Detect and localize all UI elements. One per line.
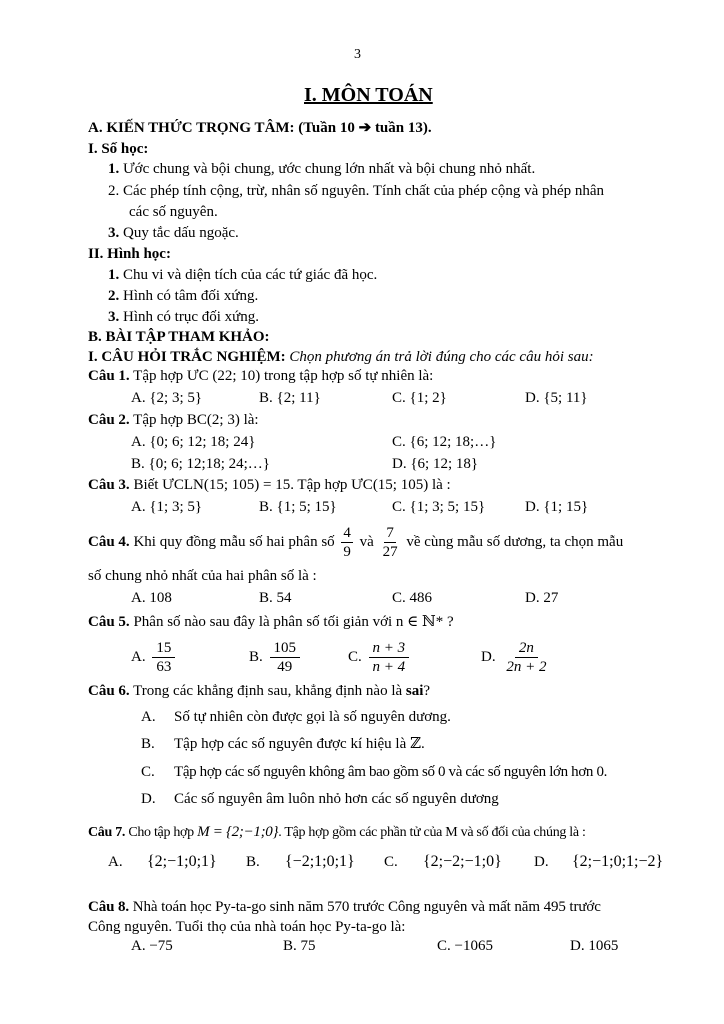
arithmetic-item-2-continued: các số nguyên. bbox=[129, 204, 218, 220]
arithmetic-item-3: 3. Quy tắc dấu ngoặc. bbox=[108, 225, 239, 241]
arithmetic-item-2: 2. Các phép tính cộng, trừ, nhân số nguyên. Tính chất của phép cộng và phép nhân bbox=[108, 183, 605, 199]
q7-option-d-set: {2;−1;0;1;−2} bbox=[572, 853, 664, 870]
q7-option-b-letter: B. bbox=[246, 854, 260, 870]
question-8-continued: Công nguyên. Tuổi thọ của nhà toán học Py-ta-go là: bbox=[88, 919, 406, 935]
q6-option-c-letter: C. bbox=[141, 764, 155, 780]
question-1: Câu 1. Tập hợp ƯC (22; 10) trong tập hợp số tự nhiên là: bbox=[88, 368, 434, 384]
q3-option-c: C. {1; 3; 5; 15} bbox=[392, 499, 486, 515]
question-5: Câu 5. Phân số nào sau đây là phân số tối giản với n ∈ ℕ* ? bbox=[88, 614, 454, 630]
q2-option-b: B. {0; 6; 12;18; 24;…} bbox=[131, 456, 270, 472]
geometry-item-1: 1. Chu vi và diện tích của các tứ giác đã học. bbox=[108, 267, 378, 283]
q6-option-a-letter: A. bbox=[141, 709, 156, 725]
geometry-item-3: 3. Hình có trục đối xứng. bbox=[108, 309, 260, 325]
q3-option-b: B. {1; 5; 15} bbox=[259, 499, 337, 515]
q6-option-b-letter: B. bbox=[141, 736, 155, 752]
q1-option-d: D. {5; 11} bbox=[525, 390, 588, 406]
q3-option-a: A. {1; 3; 5} bbox=[131, 499, 203, 515]
q7-option-a-letter: A. bbox=[108, 854, 123, 870]
q7-option-d-letter: D. bbox=[534, 854, 549, 870]
q5-option-c: C. $\frac{n + 3}{n + 4}$ bbox=[348, 638, 412, 676]
fraction-4-9: $\frac{4}{9}$ bbox=[343, 525, 351, 561]
q8-option-b: B. 75 bbox=[283, 938, 316, 954]
q4-option-b: B. 54 bbox=[259, 590, 292, 606]
arrow-right-icon: ➔ bbox=[358, 120, 372, 136]
arithmetic-heading: I. Số học: bbox=[88, 141, 149, 157]
question-8: Câu 8. Nhà toán học Py-ta-go sinh năm 570 trước Công nguyên và mất năm 495 trước bbox=[88, 899, 601, 915]
q7-option-b-set: {−2;1;0;1} bbox=[285, 853, 355, 870]
fraction-7-27: $\frac{7}{27}$ bbox=[382, 525, 398, 561]
question-6: Câu 6. Trong các khẳng định sau, khẳng định nào là sai? bbox=[88, 683, 431, 699]
q6-option-a-text: Số tự nhiên còn được gọi là số nguyên dương. bbox=[174, 709, 451, 725]
q1-option-b: B. {2; 11} bbox=[259, 390, 321, 406]
set-m: M = {2;−1;0} bbox=[197, 824, 279, 840]
q8-option-a: A. −75 bbox=[131, 938, 173, 954]
mc-heading: I. CÂU HỎI TRẮC NGHIỆM: Chọn phương án trả lời đúng cho các câu hỏi sau: bbox=[88, 349, 594, 365]
q5-option-b: B. $\frac{105}{49}$ bbox=[249, 638, 303, 676]
question-7: Câu 7. Cho tập hợp M = {2;−1;0}. Tập hợp gồm các phần tử của M và số đối của chúng là : bbox=[88, 824, 586, 840]
q2-option-a: A. {0; 6; 12; 18; 24} bbox=[131, 434, 256, 450]
question-4-continued: số chung nhỏ nhất của hai phân số là : bbox=[88, 568, 317, 584]
q7-option-a-set: {2;−1;0;1} bbox=[147, 853, 217, 870]
page-number: 3 bbox=[354, 47, 361, 62]
q3-option-d: D. {1; 15} bbox=[525, 499, 589, 515]
page-title: I. MÔN TOÁN bbox=[304, 84, 433, 106]
q2-option-c: C. {6; 12; 18;…} bbox=[392, 434, 497, 450]
q6-option-d-text: Các số nguyên âm luôn nhỏ hơn các số nguyên dương bbox=[174, 791, 499, 807]
q5-option-d: D. $\frac{2n}{2n + 2}$ bbox=[481, 640, 547, 676]
q5-option-a: A. $\frac{15}{63}$ bbox=[131, 638, 178, 676]
section-b-heading: B. BÀI TẬP THAM KHẢO: bbox=[88, 329, 270, 345]
q8-option-d: D. 1065 bbox=[570, 938, 619, 954]
q7-option-c-letter: C. bbox=[384, 854, 398, 870]
question-4: Câu 4. Khi quy đồng mẫu số hai phân số $\frac{4}{9}$ và $\frac{7}{27}$ về cùng mẫu số dương, ta chọn mẫu bbox=[88, 525, 624, 561]
q4-option-a: A. 108 bbox=[131, 590, 172, 606]
section-a-heading: A. KIẾN THỨC TRỌNG TÂM: (Tuần 10 ➔ tuần 13). bbox=[88, 120, 432, 136]
q7-option-c-set: {2;−2;−1;0} bbox=[423, 853, 502, 870]
q6-option-b-text: Tập hợp các số nguyên được kí hiệu là ℤ. bbox=[174, 736, 425, 752]
question-2: Câu 2. Tập hợp BC(2; 3) là: bbox=[88, 412, 259, 428]
q2-option-d: D. {6; 12; 18} bbox=[392, 456, 479, 472]
arithmetic-item-1: 1. Ước chung và bội chung, ước chung lớn nhất và bội chung nhỏ nhất. bbox=[108, 161, 536, 177]
question-3: Câu 3. Biết ƯCLN(15; 105) = 15. Tập hợp ƯC(15; 105) là : bbox=[88, 477, 451, 493]
q6-option-c-text: Tập hợp các số nguyên không âm bao gồm số 0 và các số nguyên lớn hơn 0. bbox=[174, 764, 608, 780]
q8-option-c: C. −1065 bbox=[437, 938, 493, 954]
q1-option-a: A. {2; 3; 5} bbox=[131, 390, 203, 406]
q6-option-d-letter: D. bbox=[141, 791, 156, 807]
q1-option-c: C. {1; 2} bbox=[392, 390, 447, 406]
geometry-item-2: 2. Hình có tâm đối xứng. bbox=[108, 288, 259, 304]
q4-option-d: D. 27 bbox=[525, 590, 559, 606]
geometry-heading: II. Hình học: bbox=[88, 246, 171, 262]
q4-option-c: C. 486 bbox=[392, 590, 433, 606]
